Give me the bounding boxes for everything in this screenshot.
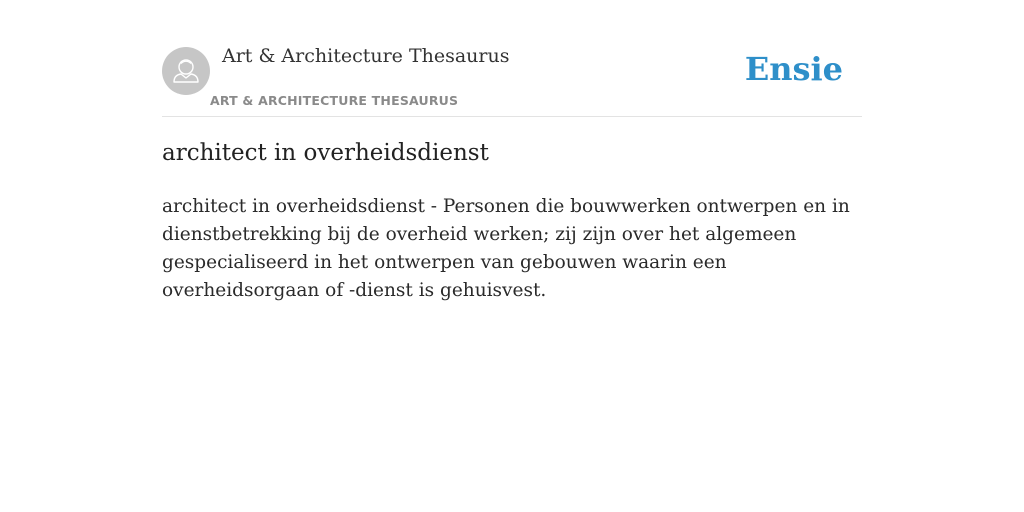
brand-logo[interactable]: Ensie xyxy=(744,50,843,88)
avatar[interactable] xyxy=(162,47,210,95)
source-header xyxy=(162,0,862,117)
source-subtitle[interactable]: ART & ARCHITECTURE THESAURUS xyxy=(210,93,459,108)
user-silhouette-icon xyxy=(162,47,210,95)
definition-text: architect in overheidsdienst - Personen die bouwwerken ontwerpen en in dienstbetrekking bij de overheid werken; zij zijn over het algemeen gespecialiseerd in het ontwerpen van gebouwen waarin een overheidsorgaan of -dienst is gehuisvest. xyxy=(162,196,850,301)
page-title: architect in overheidsdienst xyxy=(162,140,489,166)
source-title[interactable]: Art & Architecture Thesaurus xyxy=(222,45,510,67)
